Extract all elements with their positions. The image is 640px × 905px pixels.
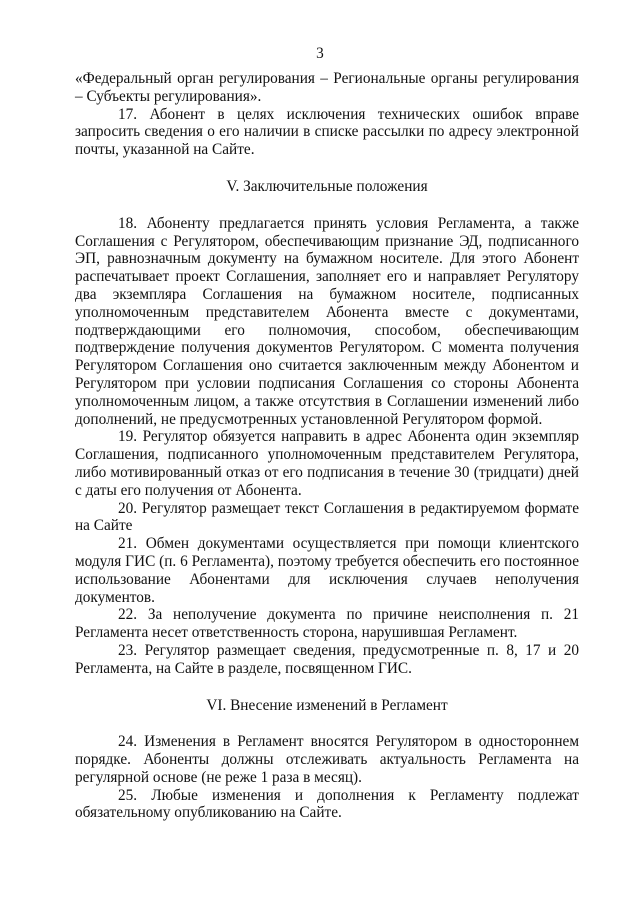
paragraph-24: 24. Изменения в Регламент вносятся Регулятором в одностороннем порядке. Абоненты должны отслеживать актуальность Регламента на регулярной основе (не реже 1 раза в месяц). — [75, 733, 579, 786]
paragraph-continuation: «Федеральный орган регулирования – Региональные органы регулирования – Субъекты регулирования». — [75, 70, 579, 105]
page-number: 3 — [316, 45, 324, 62]
paragraph-25: 25. Любые изменения и дополнения к Регламенту подлежат обязательному опубликованию на Сайте. — [75, 786, 579, 822]
paragraph-21: 21. Обмен документами осуществляется при помощи клиентского модуля ГИС (п. 6 Регламента), поэтому требуется обеспечить его постоянное использование Абонентами для исключения случаев неполучения документов. — [75, 535, 579, 606]
paragraph-19: 19. Регулятор обязуется направить в адрес Абонента один экземпляр Соглашения, подписанного уполномоченным представителем Регулятора, либо мотивированный отказ от его подписания в течение 30 (тридцати) дней с даты его получения от Абонента. — [75, 428, 579, 499]
paragraph-20: 20. Регулятор размещает текст Соглашения в редактируемом формате на Сайте — [75, 499, 579, 535]
section-heading-6: VI. Внесение изменений в Регламент — [206, 696, 448, 714]
document-body — [75, 70, 579, 822]
section-heading-5: V. Заключительные положения — [226, 177, 428, 195]
paragraph-22: 22. За неполучение документа по причине неисполнения п. 21 Регламента несет ответственность сторона, нарушившая Регламент. — [75, 606, 579, 642]
paragraph-23: 23. Регулятор размещает сведения, предусмотренные п. 8, 17 и 20 Регламента, на Сайте в разделе, посвященном ГИС. — [75, 641, 579, 677]
paragraph-17: 17. Абонент в целях исключения технических ошибок вправе запросить сведения о его наличии в списке рассылки по адресу электронной почты, указанной на Сайте. — [75, 105, 579, 159]
paragraph-18: 18. Абоненту предлагается принять условия Регламента, а также Соглашения с Регулятором, обеспечивающим признание ЭД, подписанного ЭП, равнозначным документу на бумажном носителе. Для этого Абонент распечатывает проект Соглашения, заполняет его и направляет Регулятору два экземпляра Соглашения на бумажном носителе, подписанных уполномоченным представителем Абонента вместе с документами, подтверждающими его полномочия, способом, обеспечивающим подтверждение получения документов Регулятором. С момента получения Регулятором Соглашения оно считается заключенным между Абонентом и Регулятором при условии подписания Соглашения со стороны Абонента уполномоченным лицом, а также отсутствия в Соглашении изменений либо дополнений, не предусмотренных установленной Регулятором формой. — [75, 214, 579, 428]
